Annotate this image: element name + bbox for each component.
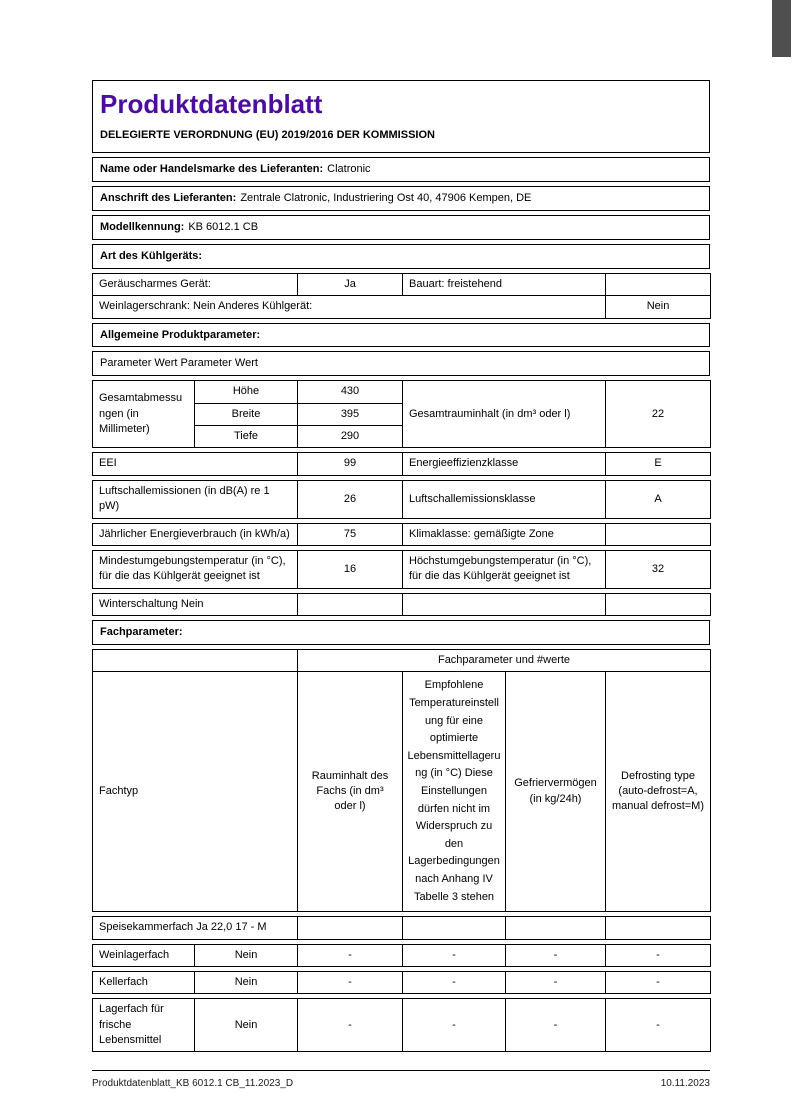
temperature-row-table [92,550,711,589]
general-parameters-heading: Allgemeine Produktparameter: [92,323,710,348]
empty-cell [298,917,403,939]
pantry-row-cell: Speisekammerfach Ja 22,0 17 - M [93,917,298,939]
param-right-label: Höchstumgebungstemperatur (in °C), für die das Kühlgerät geeignet ist [403,551,606,589]
wine-compartment-table [92,944,711,967]
compartment-defrosting: - [606,971,711,993]
param-right-value: 32 [606,551,711,589]
compartments-caption: Fachparameter und #werte [298,650,711,672]
compartment-present: Nein [195,999,298,1052]
noise-row-table [92,480,711,519]
wine-other-value: Nein [606,296,711,318]
table-row [93,480,711,518]
supplier-address-row [92,186,710,211]
table-row [93,672,711,912]
appliance-type-heading: Art des Kühlgeräts: [92,244,710,269]
param-right-value: A [606,480,711,518]
table-row [93,593,711,615]
model-row [92,215,710,240]
fresh-food-compartment-table [92,998,711,1052]
regulation-subtitle: DELEGIERTE VERORDNUNG (EU) 2019/2016 DER KOMMISSION [100,128,435,141]
wine-other-label: Weinlagerschrank: Nein Anderes Kühlgerät: [93,296,606,318]
dimension-value: 430 [298,381,403,403]
product-datasheet [92,80,710,1056]
param-right-value [606,523,711,545]
empty-cell [93,650,298,672]
dimensions-table [92,380,711,448]
empty-cell [606,593,711,615]
low-noise-label: Geräuscharmes Gerät: [93,273,298,295]
col-header-temperature: Empfohlene Temperatureinstellung für eine optimierte Lebensmittellagerung (in °C) Diese Einstellungen dürfen nicht im Widerspruch zu den Lagerbedingungen nach Anhang IV Tabelle 3 stehen [403,672,506,912]
table-row [93,523,711,545]
compartment-name: Kellerfach [93,971,195,993]
table-row [93,296,711,318]
dimension-name: Breite [195,403,298,425]
supplier-address-label: Anschrift des Lieferanten: [100,192,237,205]
empty-cell [403,917,506,939]
compartment-volume: - [298,999,403,1052]
table-row [93,999,711,1052]
param-right-label: Klimaklasse: gemäßigte Zone [403,523,606,545]
winter-setting-table [92,593,711,616]
param-left-value: 16 [298,551,403,589]
total-volume-label: Gesamtrauminhalt (in dm³ oder l) [403,381,606,448]
table-row [93,273,711,295]
total-volume-value: 22 [606,381,711,448]
compartment-freezing: - [506,944,606,966]
pantry-compartment-table [92,916,711,939]
design-cell: Bauart: freistehend [403,273,606,295]
dimension-name: Höhe [195,381,298,403]
col-header-type: Fachtyp [93,672,298,912]
col-header-volume: Rauminhalt des Fachs (in dm³ oder l) [298,672,403,912]
compartment-name: Weinlagerfach [93,944,195,966]
compartment-freezing: - [506,999,606,1052]
title-section [92,80,710,153]
param-left-label: Luftschallemissionen (in dB(A) re 1 pW) [93,480,298,518]
compartments-heading: Fachparameter: [92,620,710,645]
compartment-present: Nein [195,944,298,966]
compartment-temperature: - [403,944,506,966]
winter-setting-cell: Winterschaltung Nein [93,593,298,615]
param-left-value: 26 [298,480,403,518]
empty-cell [506,917,606,939]
table-row [93,944,711,966]
energy-row-table [92,523,711,546]
table-row [93,971,711,993]
param-left-label: Mindestumgebungstemperatur (in °C), für die das Kühlgerät geeignet ist [93,551,298,589]
param-right-value: E [606,453,711,475]
table-row [93,453,711,475]
table-row [93,917,711,939]
appliance-type-table [92,273,711,319]
dimension-value: 395 [298,403,403,425]
param-left-label: Jährlicher Energieverbrauch (in kWh/a) [93,523,298,545]
compartment-defrosting: - [606,944,711,966]
col-header-freezing: Gefriervermögen (in kg/24h) [506,672,606,912]
cellar-compartment-table [92,971,711,994]
supplier-name-label: Name oder Handelsmarke des Lieferanten: [100,163,324,176]
param-left-label: EEI [93,453,298,475]
empty-cell [606,917,711,939]
compartment-volume: - [298,944,403,966]
compartment-temperature: - [403,999,506,1052]
param-right-label: Energieeffizienzklasse [403,453,606,475]
dimension-value: 290 [298,426,403,448]
table-row [93,381,711,403]
supplier-address-value: Zentrale Clatronic, Industriering Ost 40, 47906 Kempen, DE [240,192,532,205]
low-noise-value: Ja [298,273,403,295]
empty-cell [403,593,606,615]
col-header-defrosting: Defrosting type (auto-defrost=A, manual defrost=M) [606,672,711,912]
compartment-temperature: - [403,971,506,993]
footer-date: 10.11.2023 [660,1078,710,1089]
dimension-name: Tiefe [195,426,298,448]
compartment-volume: - [298,971,403,993]
supplier-name-row [92,157,710,182]
footer-document-id: Produktdatenblatt_KB 6012.1 CB_11.2023_D [92,1078,294,1089]
page-title: Produktdatenblatt [100,89,323,119]
compartment-present: Nein [195,971,298,993]
table-row [93,650,711,672]
empty-cell [298,593,403,615]
model-value: KB 6012.1 CB [188,221,259,234]
eei-row-table [92,452,711,475]
compartments-header-table [92,649,711,912]
model-label: Modellkennung: [100,221,185,234]
empty-cell [606,273,711,295]
page-footer [92,1070,710,1089]
param-left-value: 99 [298,453,403,475]
supplier-name-value: Clatronic [327,163,371,176]
compartment-name: Lagerfach für frische Lebensmittel [93,999,195,1052]
dimensions-label: Gesamtabmessungen (in Millimeter) [93,381,195,448]
param-right-label: Luftschallemissionsklasse [403,480,606,518]
table-row [93,551,711,589]
param-left-value: 75 [298,523,403,545]
scrollbar-thumb[interactable] [772,0,791,57]
compartment-freezing: - [506,971,606,993]
compartment-defrosting: - [606,999,711,1052]
parameter-column-caption: Parameter Wert Parameter Wert [92,351,710,376]
